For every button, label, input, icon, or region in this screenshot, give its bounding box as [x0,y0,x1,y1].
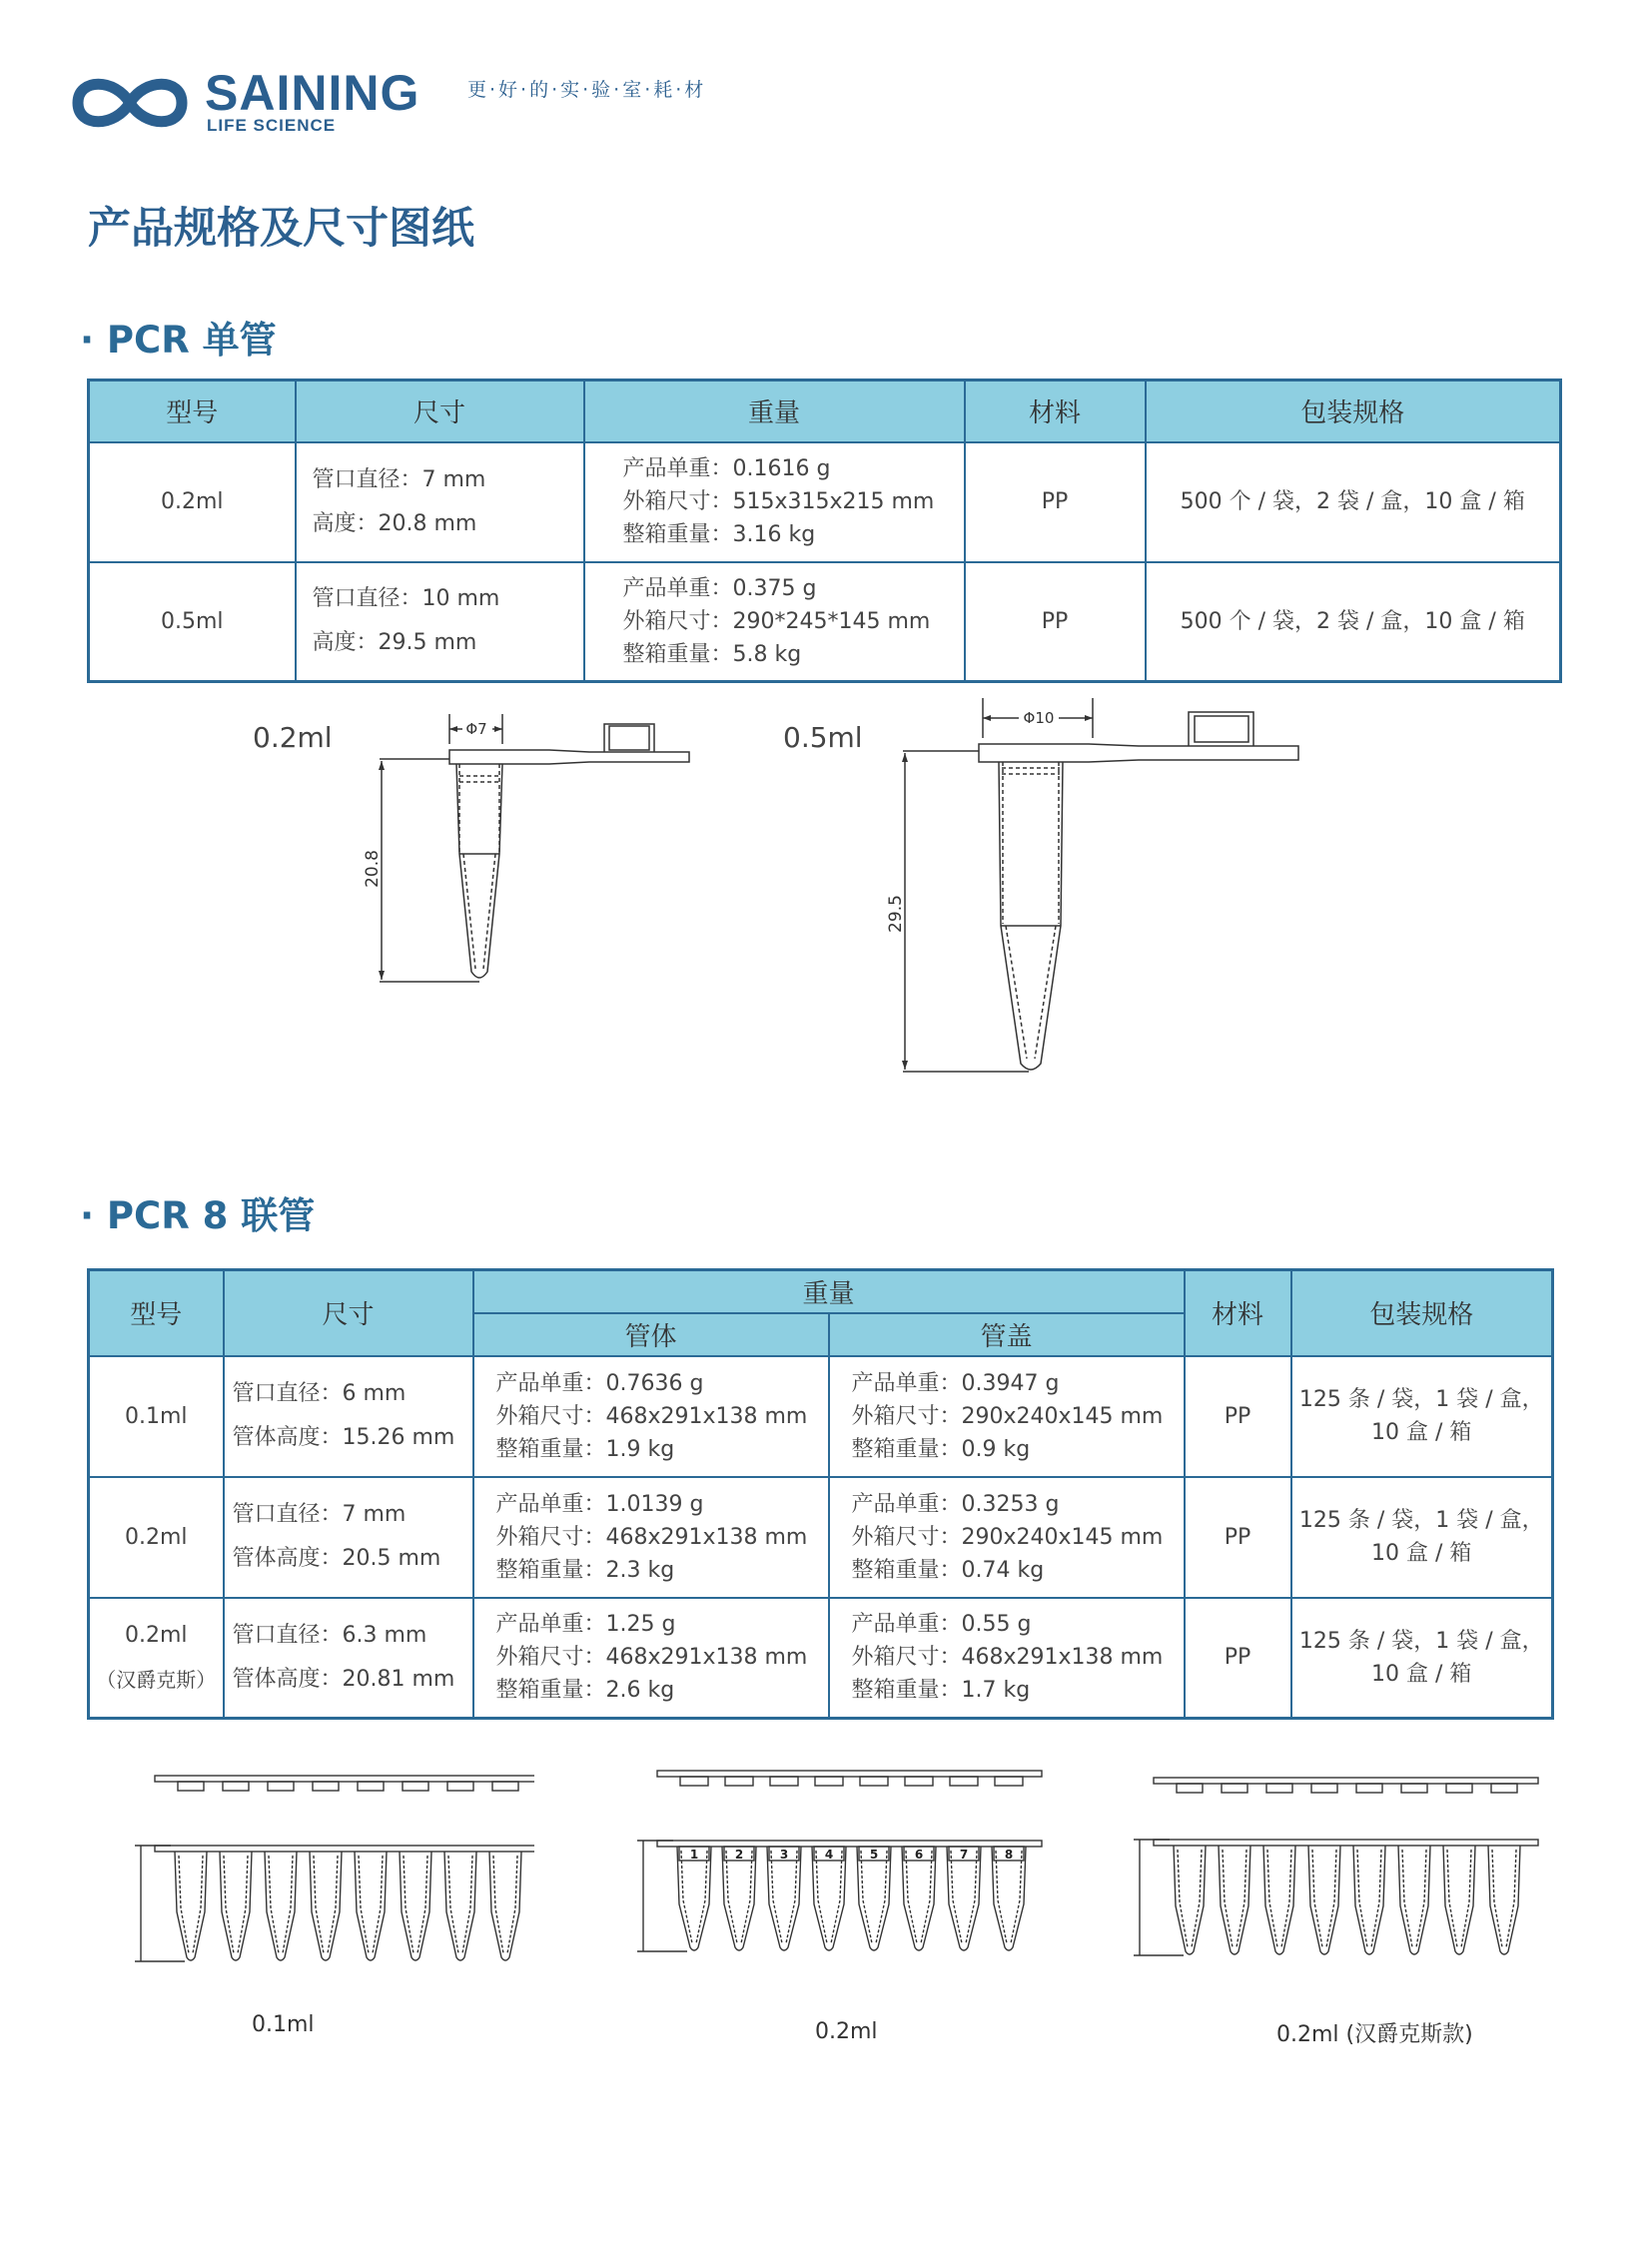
size-line: 管体高度：20.81 mm [232,1666,455,1692]
size-cell [224,1477,473,1598]
header-packing: 包装规格 [1291,1270,1553,1356]
tube-number: 6 [914,1848,924,1862]
tube-weight-cell [473,1598,829,1719]
weight-line: 外箱尺寸：290x240x145 mm [851,1403,1164,1429]
table-row [89,442,1561,562]
header-size: 尺寸 [224,1270,473,1356]
weight-line: 产品单重：0.375 g [622,575,817,601]
strip-caption-02ml: 0.2ml [815,2019,878,2044]
brand-subtitle: LIFE SCIENCE [207,116,337,135]
tube-strip-rim [1154,1840,1538,1846]
cap-strip [155,1776,534,1782]
packing-cell [1291,1598,1553,1719]
cap [223,1782,249,1791]
packing-cell: 500 个 / 袋，2 袋 / 盒，10 盒 / 箱 [1146,442,1561,562]
header-packing: 包装规格 [1146,380,1561,442]
weight-line: 产品单重：0.7636 g [495,1370,704,1396]
table-row [89,1477,1553,1598]
header-weight: 重量 [584,380,965,442]
tube-drawing-02ml [360,704,699,994]
cap [1491,1784,1517,1793]
section-title-strip: · PCR 8 联管 [80,1194,316,1237]
strip-drawing-01ml [85,1768,534,1967]
size-line: 管体高度：20.5 mm [232,1546,441,1571]
cap [447,1782,473,1791]
header-material: 材料 [965,380,1146,442]
brand-name: SAINING [205,65,420,121]
dim-height-05ml: 29.5 [886,895,906,933]
cap-weight-cell [829,1598,1185,1719]
drawing-label-02ml: 0.2ml [253,721,333,754]
model-line: 0.2ml [124,1524,188,1550]
height-dimension [1134,1840,1184,1955]
packing-line: 125 条 / 袋，1 袋 / 盒， [1298,1387,1544,1412]
tube-number: 2 [734,1848,744,1862]
header-tube: 管体 [473,1313,829,1356]
header-model: 型号 [89,380,296,442]
cap-strip [657,1771,1042,1777]
strip-caption-02ml-hanjue: 0.2ml (汉爵克斯款) [1276,2022,1473,2047]
cap [1177,1784,1203,1793]
size-cell [224,1598,473,1719]
brand [70,65,489,148]
size-line: 管口直径：7 mm [312,466,486,492]
weight-line: 整箱重量：2.3 kg [495,1557,675,1583]
cap [1311,1784,1337,1793]
model-cell: 0.5ml [89,562,296,682]
model-line: （汉爵克斯） [96,1667,217,1692]
weight-line: 外箱尺寸：290x240x145 mm [851,1524,1164,1550]
tagline: 更·好·的·实·验·室·耗·材 [467,79,707,101]
model-cell [89,1477,224,1598]
cap [1356,1784,1382,1793]
cap [905,1777,933,1786]
cap [1266,1784,1292,1793]
dim-diameter-05ml: Φ10 [1023,709,1055,727]
dim-diameter-02ml: Φ7 [465,720,487,738]
strip-caption-01ml: 0.1ml [252,2012,315,2037]
weight-line: 产品单重：0.55 g [851,1612,1032,1638]
size-cell [224,1356,473,1477]
weight-line: 整箱重量：3.16 kg [622,522,816,547]
packing-cell: 500 个 / 袋，2 袋 / 盒，10 盒 / 箱 [1146,562,1561,682]
packing-line: 125 条 / 袋，1 袋 / 盒， [1298,1508,1544,1533]
logo-icon [70,68,190,138]
strip-tube-table [87,1268,1554,1720]
model-cell [89,1356,224,1477]
tube-number: 3 [779,1848,789,1862]
tube-drawing-05ml [879,694,1318,1084]
tube-strip-rim [657,1841,1042,1847]
page-title: 产品规格及尺寸图纸 [88,204,474,254]
header-weight: 重量 [473,1270,1185,1313]
weight-line: 产品单重：0.3947 g [851,1370,1060,1396]
material-cell: PP [1185,1477,1291,1598]
size-line: 高度：20.8 mm [312,510,477,536]
model-cell [89,1598,224,1719]
section-title-single: · PCR 单管 [80,319,277,362]
tube-strip-rim [155,1846,534,1852]
packing-line: 10 盒 / 箱 [1371,1541,1472,1566]
cap [268,1782,294,1791]
header-cap: 管盖 [829,1313,1185,1356]
table-row [89,1356,1553,1477]
cap [995,1777,1023,1786]
tube-number: 4 [824,1848,834,1862]
dim-height-02ml: 20.8 [363,850,383,888]
tube-number: 5 [869,1848,879,1862]
size-cell [296,442,584,562]
weight-line: 整箱重量：1.9 kg [495,1436,675,1462]
material-cell: PP [1185,1356,1291,1477]
model-line: 0.1ml [124,1403,188,1429]
table-header-row [89,1270,1553,1313]
weight-line: 整箱重量：0.9 kg [851,1436,1031,1462]
cap [770,1777,798,1786]
tube-weight-cell [473,1477,829,1598]
single-tube-table [87,378,1562,683]
tube-number: 7 [959,1848,969,1862]
weight-line: 产品单重：1.25 g [495,1612,676,1638]
table-row [89,562,1561,682]
tube-number: 8 [1004,1848,1014,1862]
weight-cell [584,442,965,562]
table-row [89,1598,1553,1719]
size-cell [296,562,584,682]
packing-line: 10 盒 / 箱 [1371,1661,1472,1687]
tube-number: 1 [689,1848,699,1862]
size-line: 高度：29.5 mm [312,630,477,656]
weight-line: 产品单重：0.1616 g [622,456,831,481]
strip-drawing-02ml-hanjue [1099,1768,1568,1967]
weight-line: 整箱重量：5.8 kg [622,641,802,667]
packing-line: 125 条 / 袋，1 袋 / 盒， [1298,1628,1544,1654]
size-line: 管口直径：10 mm [312,586,500,612]
material-cell: PP [1185,1598,1291,1719]
weight-line: 整箱重量：0.74 kg [851,1557,1045,1583]
packing-line: 10 盒 / 箱 [1371,1420,1472,1445]
cap-weight-cell [829,1356,1185,1477]
cap-strip [1154,1778,1538,1784]
tube-weight-cell [473,1356,829,1477]
weight-line: 整箱重量：2.6 kg [495,1678,675,1704]
packing-cell [1291,1356,1553,1477]
size-line: 管口直径：6.3 mm [232,1622,427,1648]
material-cell: PP [965,442,1146,562]
cap [492,1782,518,1791]
cap [358,1782,384,1791]
size-line: 管口直径：7 mm [232,1502,407,1527]
cap [725,1777,753,1786]
cap [1446,1784,1472,1793]
model-cell: 0.2ml [89,442,296,562]
cap [1222,1784,1247,1793]
height-dimension [135,1846,185,1961]
cap [403,1782,428,1791]
cap [178,1782,204,1791]
weight-line: 外箱尺寸：468x291x138 mm [495,1524,808,1550]
cap [313,1782,339,1791]
weight-line: 外箱尺寸：468x291x138 mm [495,1403,808,1429]
weight-cell [584,562,965,682]
cap-weight-cell [829,1477,1185,1598]
strip-drawing-02ml [619,1763,1059,1962]
table-header-row [89,380,1561,442]
weight-line: 外箱尺寸：290*245*145 mm [622,608,931,634]
cap [950,1777,978,1786]
header-model: 型号 [89,1270,224,1356]
weight-line: 产品单重：1.0139 g [495,1491,704,1517]
weight-line: 产品单重：0.3253 g [851,1491,1060,1517]
weight-line: 外箱尺寸：515x315x215 mm [622,489,935,514]
material-cell: PP [965,562,1146,682]
packing-cell [1291,1477,1553,1598]
drawing-label-05ml: 0.5ml [783,721,863,754]
header-material: 材料 [1185,1270,1291,1356]
header-size: 尺寸 [296,380,584,442]
cap [860,1777,888,1786]
cap [1401,1784,1427,1793]
weight-line: 整箱重量：1.7 kg [851,1678,1031,1704]
cap [680,1777,708,1786]
size-line: 管体高度：15.26 mm [232,1425,455,1450]
weight-line: 外箱尺寸：468x291x138 mm [851,1645,1164,1671]
size-line: 管口直径：6 mm [232,1381,407,1406]
weight-line: 外箱尺寸：468x291x138 mm [495,1645,808,1671]
cap [815,1777,843,1786]
model-line: 0.2ml [124,1622,188,1648]
